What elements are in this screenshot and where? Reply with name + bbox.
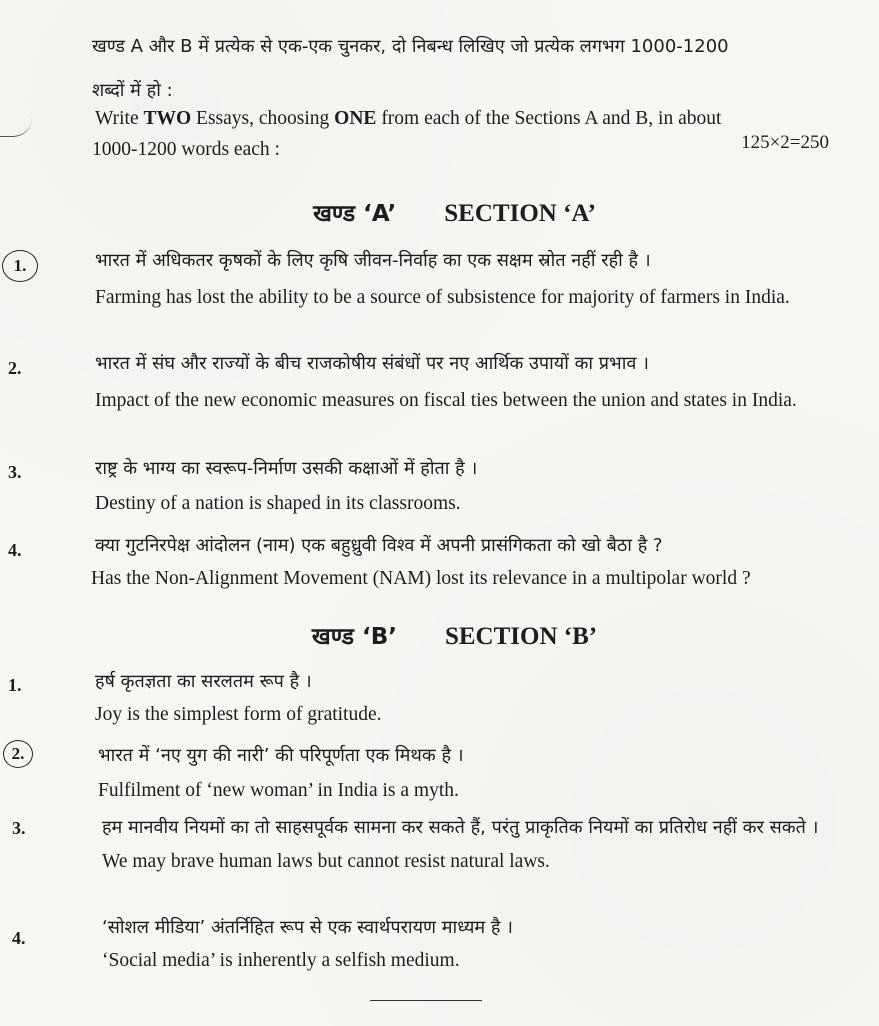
section-b-item-3-english: We may brave human laws but cannot resist natural laws. <box>102 851 550 872</box>
instructions-hindi-line2: शब्दों में हो : <box>92 80 173 101</box>
section-a-item-2-english: Impact of the new economic measures on fiscal ties between the union and states in India. <box>95 390 797 411</box>
instructions-english-line1: Write TWO Essays, choosing ONE from each of the Sections A and B, in about <box>95 108 722 129</box>
emphasis-word: TWO <box>143 108 192 129</box>
section-b-item-2-number: 2. <box>3 740 33 768</box>
section-b-item-1 <box>95 668 845 730</box>
section-a-heading <box>0 196 879 228</box>
section-b-item-4-number: 4. <box>12 928 26 948</box>
section-b-item-2 <box>98 742 848 806</box>
section-a-item-3-english: Destiny of a nation is shaped in its classrooms. <box>95 493 461 514</box>
section-a-item-4-english: Has the Non-Alignment Movement (NAM) lost its relevance in a multipolar world ? <box>91 568 751 589</box>
instructions-english-line2: 1000-1200 words each : <box>92 139 280 160</box>
section-b-item-4 <box>102 914 852 976</box>
section-a-item-4-number: 4. <box>8 540 22 560</box>
section-a-heading-hindi: खण्ड ‘A’ <box>313 201 397 227</box>
section-b-item-1-number: 1. <box>8 675 22 695</box>
section-a-item-1 <box>95 247 845 313</box>
emphasis-word: ONE <box>334 108 377 129</box>
section-a-item-2 <box>95 350 845 416</box>
section-b-item-4-hindi: ‘सोशल मीडिया’ अंतर्निहित रूप से एक स्वार्थपरायण माध्यम है । <box>102 917 513 938</box>
section-b-item-4-english: ‘Social media’ is inherently a selfish medium. <box>102 950 460 971</box>
section-a-item-1-hindi: भारत में अधिकतर कृषकों के लिए कृषि जीवन-निर्वाह का एक सक्षम स्रोत नहीं रही है । <box>95 250 651 271</box>
section-b-item-2-hindi: भारत में ‘नए युग की नारी’ की परिपूर्णता एक मिथक है । <box>98 745 464 766</box>
section-a-heading-english: SECTION ‘A’ <box>444 200 596 227</box>
section-a-item-4-hindi: क्या गुटनिरपेक्ष आंदोलन (नाम) एक बहुध्रुवी विश्व में अपनी प्रासंगिकता को खो बैठा है ? <box>95 535 663 556</box>
section-a-item-2-number: 2. <box>8 358 22 378</box>
end-rule <box>370 1000 482 1001</box>
section-a-item-3 <box>95 455 845 519</box>
section-b-item-3-number: 3. <box>12 818 26 838</box>
section-a-item-1-number: 1. <box>2 250 38 282</box>
section-b-heading-hindi: खण्ड ‘B’ <box>311 624 397 650</box>
section-b-heading-english: SECTION ‘B’ <box>444 623 598 650</box>
instructions-hindi-line1: खण्ड A और B में प्रत्येक से एक-एक चुनकर, दो निबन्ध लिखिए जो प्रत्येक लगभग 1000-1200 <box>92 36 729 57</box>
marks-allocation: 125×2=250 <box>741 132 829 153</box>
section-a-item-3-hindi: राष्ट्र के भाग्य का स्वरूप-निर्माण उसकी कक्षाओं में होता है । <box>95 458 478 479</box>
section-b-heading <box>0 619 879 651</box>
section-b-item-2-english: Fulfilment of ‘new woman’ in India is a myth. <box>98 780 459 801</box>
section-a-item-4 <box>91 532 865 594</box>
section-a-item-1-english: Farming has lost the ability to be a source of subsistence for majority of farmers in India. <box>95 287 790 308</box>
section-b-item-3 <box>102 813 847 877</box>
section-b-item-3-hindi: हम मानवीय नियमों का तो साहसपूर्वक सामना कर सकते हैं, परंतु प्राकृतिक नियमों का प्रतिरोध नहीं कर सकते । <box>102 817 819 838</box>
section-a-item-3-number: 3. <box>8 462 22 482</box>
section-b-item-1-hindi: हर्ष कृतज्ञता का सरलतम रूप है । <box>95 671 312 692</box>
pen-mark <box>0 118 32 137</box>
section-a-item-2-hindi: भारत में संघ और राज्यों के बीच राजकोषीय संबंधों पर नए आर्थिक उपायों का प्रभाव । <box>95 353 649 374</box>
section-b-item-1-english: Joy is the simplest form of gratitude. <box>95 704 382 725</box>
